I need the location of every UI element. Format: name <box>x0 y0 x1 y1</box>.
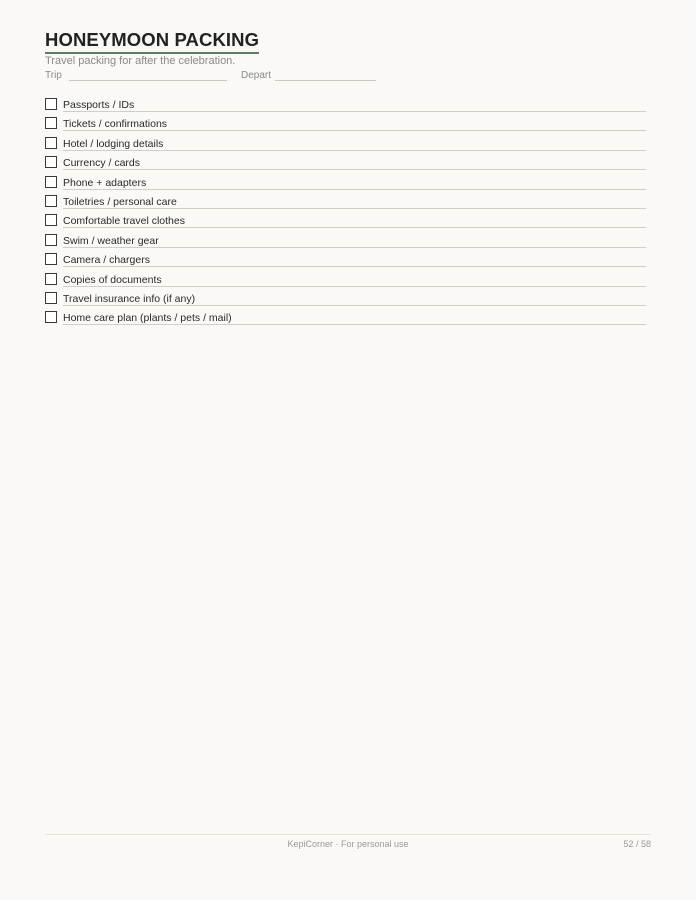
write-in-line[interactable] <box>63 189 646 190</box>
checkbox[interactable] <box>45 234 57 246</box>
depart-label: Depart <box>241 70 272 81</box>
checkbox[interactable] <box>45 253 57 265</box>
write-in-line[interactable] <box>63 305 646 306</box>
checklist-item <box>45 310 646 329</box>
checkbox[interactable] <box>45 156 57 168</box>
checklist-item-label: Camera / chargers <box>63 254 154 266</box>
checklist-item-label: Passports / IDs <box>63 99 138 111</box>
write-in-line[interactable] <box>63 150 646 151</box>
depart-field[interactable] <box>275 80 376 81</box>
checklist-item <box>45 233 646 252</box>
write-in-line[interactable] <box>63 111 646 112</box>
checklist-item <box>45 252 646 271</box>
checkbox[interactable] <box>45 214 57 226</box>
write-in-line[interactable] <box>63 169 646 170</box>
checklist-item <box>45 97 646 116</box>
checkbox[interactable] <box>45 176 57 188</box>
checkbox[interactable] <box>45 273 57 285</box>
checklist-item <box>45 175 646 194</box>
footer-divider <box>45 834 651 835</box>
write-in-line[interactable] <box>63 266 646 267</box>
checklist-item <box>45 291 646 310</box>
checklist-item <box>45 213 646 232</box>
checklist-item-label: Phone + adapters <box>63 177 150 189</box>
checklist-item <box>45 155 646 174</box>
checklist-item <box>45 136 646 155</box>
checkbox[interactable] <box>45 98 57 110</box>
write-in-line[interactable] <box>63 324 646 325</box>
checklist-item-label: Comfortable travel clothes <box>63 215 189 227</box>
write-in-line[interactable] <box>63 130 646 131</box>
write-in-line[interactable] <box>63 227 646 228</box>
checkbox[interactable] <box>45 137 57 149</box>
checklist-item-label: Currency / cards <box>63 157 144 169</box>
write-in-line[interactable] <box>63 208 646 209</box>
checkbox[interactable] <box>45 292 57 304</box>
checklist-item-label: Tickets / confirmations <box>63 118 171 130</box>
checklist-item-label: Home care plan (plants / pets / mail) <box>63 312 236 324</box>
page-subtitle: Travel packing for after the celebration. <box>45 55 236 67</box>
page-title: HONEYMOON PACKING <box>45 29 259 54</box>
page <box>45 0 651 900</box>
checklist-item-label: Travel insurance info (if any) <box>63 293 199 305</box>
checklist-item <box>45 194 646 213</box>
page-number: 52 / 58 <box>623 839 651 849</box>
checkbox[interactable] <box>45 117 57 129</box>
packing-checklist <box>45 97 646 330</box>
checkbox[interactable] <box>45 311 57 323</box>
write-in-line[interactable] <box>63 286 646 287</box>
checklist-item-label: Swim / weather gear <box>63 235 163 247</box>
write-in-line[interactable] <box>63 247 646 248</box>
checklist-item <box>45 272 646 291</box>
checklist-item-label: Hotel / lodging details <box>63 138 167 150</box>
checklist-item-label: Copies of documents <box>63 274 166 286</box>
footer-note: KepiCorner · For personal use <box>287 839 409 849</box>
checklist-item <box>45 116 646 135</box>
checklist-item-label: Toiletries / personal care <box>63 196 181 208</box>
trip-field[interactable] <box>69 80 227 81</box>
trip-meta <box>45 70 445 84</box>
checkbox[interactable] <box>45 195 57 207</box>
trip-label: Trip <box>45 70 62 81</box>
